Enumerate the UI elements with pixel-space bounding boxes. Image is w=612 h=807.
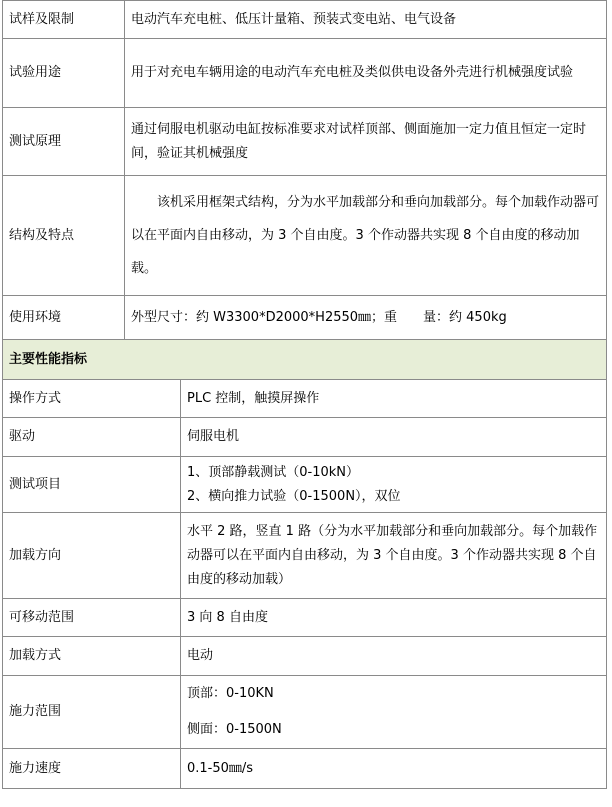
row-label: 加载方向 bbox=[3, 513, 181, 599]
row-label: 操作方式 bbox=[3, 380, 181, 418]
row-label: 测试原理 bbox=[3, 108, 125, 176]
table-row bbox=[3, 637, 607, 676]
row-value: PLC 控制，触摸屏操作 bbox=[181, 380, 607, 418]
row-value: 该机采用框架式结构，分为水平加载部分和垂向加载部分。每个加载作动器可以在平面内自由移动，为 3 个自由度。3 个作动器共实现 8 个自由度的移动加载。 bbox=[125, 176, 607, 296]
row-label: 施力速度 bbox=[3, 749, 181, 789]
row-label: 使用环境 bbox=[3, 296, 125, 340]
value-line: 2、横向推力试验（0-1500N），双位 bbox=[187, 488, 401, 504]
table-row bbox=[3, 513, 607, 599]
row-value bbox=[181, 457, 607, 513]
row-label: 可移动范围 bbox=[3, 599, 181, 637]
row-label: 驱动 bbox=[3, 418, 181, 457]
row-value: 外型尺寸：约 W3300*D2000*H2550㎜；重 量：约 450kg bbox=[125, 296, 607, 340]
row-value: 3 向 8 自由度 bbox=[181, 599, 607, 637]
table-row bbox=[3, 176, 607, 296]
row-value: 用于对充电车辆用途的电动汽车充电桩及类似供电设备外壳进行机械强度试验 bbox=[125, 39, 607, 108]
row-label: 试样及限制 bbox=[3, 1, 125, 39]
table-row bbox=[3, 296, 607, 340]
table-row bbox=[3, 108, 607, 176]
row-value: 电动 bbox=[181, 637, 607, 676]
row-label: 测试项目 bbox=[3, 457, 181, 513]
table-row bbox=[3, 418, 607, 457]
value-line: 侧面：0-1500N bbox=[187, 722, 282, 737]
row-label: 结构及特点 bbox=[3, 176, 125, 296]
row-value: 伺服电机 bbox=[181, 418, 607, 457]
table-row bbox=[3, 676, 607, 749]
row-label: 加载方式 bbox=[3, 637, 181, 676]
table-row bbox=[3, 380, 607, 418]
table-row bbox=[3, 457, 607, 513]
row-value: 通过伺服电机驱动电缸按标准要求对试样顶部、侧面施加一定力值且恒定一定时间，验证其机械强度 bbox=[125, 108, 607, 176]
table-row bbox=[3, 599, 607, 637]
row-label: 试验用途 bbox=[3, 39, 125, 108]
table-row bbox=[3, 1, 607, 39]
section-header-row bbox=[3, 340, 607, 380]
value-line: 顶部：0-10KN bbox=[187, 686, 274, 701]
row-value bbox=[181, 676, 607, 749]
row-value: 水平 2 路，竖直 1 路（分为水平加载部分和垂向加载部分。每个加载作动器可以在平面内自由移动，为 3 个自由度。3 个作动器共实现 8 个自由度的移动加载） bbox=[181, 513, 607, 599]
table-row bbox=[3, 749, 607, 789]
row-value: 0.1-50㎜/s bbox=[181, 749, 607, 789]
row-value: 电动汽车充电桩、低压计量箱、预装式变电站、电气设备 bbox=[125, 1, 607, 39]
value-line: 1、顶部静载测试（0-10kN） bbox=[187, 464, 360, 480]
table-row bbox=[3, 39, 607, 108]
row-label: 施力范围 bbox=[3, 676, 181, 749]
section-title: 主要性能指标 bbox=[3, 340, 607, 380]
spec-table bbox=[2, 0, 607, 789]
